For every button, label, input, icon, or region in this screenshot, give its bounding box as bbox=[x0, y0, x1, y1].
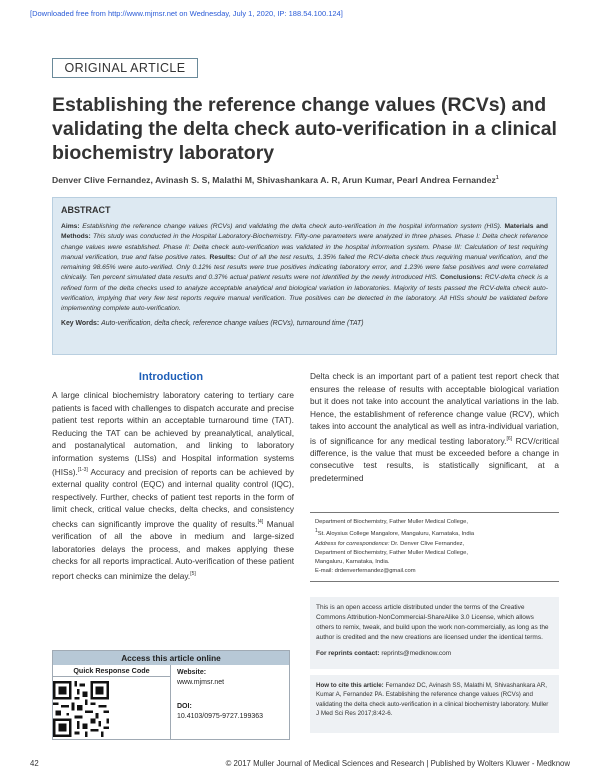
correspondence-name: Dr. Denver Clive Fernandez, bbox=[389, 540, 465, 547]
keywords-line bbox=[61, 320, 548, 327]
intro-text-1b: Accuracy and precision of reports can be achieved by external quality control (EQC) and internal quality control (IQC), respectively. Further, checks of patient test reports in the form of limit check, critical value checks, delta checks, and consistency checks can significantly improve the quality of results. bbox=[52, 466, 294, 529]
aims-text: Establishing the reference change values (RCVs) and validating the delta check auto-verification in the hospital information system (HIS). bbox=[82, 223, 502, 230]
qr-cell bbox=[53, 665, 171, 740]
citation-ref-5[interactable]: [5] bbox=[190, 570, 196, 577]
intro-text-2a: Delta check is an important part of a patient test report check that ensures the release of results with acceptable biological variation but it does not take into account the analytical variations in the lab. Hence, the establishment of reference change value (RCV), which takes into account the analytical as well as intra-individual variation, is of significance for any medical testing laboratory. bbox=[310, 371, 559, 446]
doi-link[interactable]: 10.4103/0975-9727.199363 bbox=[177, 713, 264, 720]
access-heading: Access this article online bbox=[53, 651, 289, 665]
citation-ref-1[interactable]: [1-3] bbox=[77, 467, 88, 473]
access-row bbox=[53, 665, 289, 740]
correspondence-label: Address for correspondence: bbox=[315, 540, 390, 547]
affiliation-college-text: St. Aloysius College Mangalore, Mangaluru, Karnataka, India bbox=[317, 531, 475, 538]
author-affiliation-mark: 1 bbox=[495, 175, 499, 182]
qr-code-icon[interactable] bbox=[53, 681, 109, 737]
introduction-heading: Introduction bbox=[138, 371, 204, 383]
citation-ref-4[interactable]: [4] bbox=[257, 518, 264, 525]
article-info-cell bbox=[171, 665, 289, 740]
license-text: This is an open access article distributed under the terms of the Creative Commons Attribution-NonCommercial-ShareAlike 3.0 License, which allows others to remix, tweak, and build upon the work non-commercially, as long as the author is credited and the new creations are licensed under the identical terms. bbox=[316, 604, 549, 641]
intro-text-1a: A large clinical biochemistry laboratory catering to tertiary care patients is faced with challenges to dispatch accurate and precise patient test reports within an acceptable turnaround time (TAT). Reducing the TAT can be achieved by preanalytical, analytical, and postanalytical automation, and linking to laboratory information systems (LISs) and Hospital information systems (HISs). bbox=[52, 390, 294, 477]
results-text: Out of all the test results, 1.35% failed the RCV-delta check thus requiring manual verification, and the remaining 98.65% were auto-verified. Only 0.12% test results were true positives indicating laboratory error, and 1.23% were false positives and were correlated clinically. Ten percent simulated data results and 0.37% actual patient results were not identified by the newly introduced HIS. bbox=[61, 253, 549, 282]
intro-text-1c: Manual verification of all the above in medium and large-sized laboratories delays the process, and makes applying these checks for all reports impractical. Auto-verification of these patient report checks can minimize the delay. bbox=[52, 518, 294, 581]
author-list bbox=[52, 175, 572, 185]
aims-label: Aims: bbox=[61, 223, 80, 230]
copyright-line: © 2017 Muller Journal of Medical Sciences and Research | Published by Wolters Kluwer - Medknow bbox=[225, 759, 570, 768]
reprints-line bbox=[316, 649, 553, 659]
citation-box bbox=[310, 675, 559, 733]
license-box bbox=[310, 597, 559, 669]
cite-text: Fernandez DC, Avinash SS, Malathi M, Shivashankara AR, Kumar A, Fernandez PA. Establishing the reference change values (RCVs) and validating the delta check auto-verification in a clinical biochemistry laboratory. Muller J Med Sci Res 2017;8:42-6. bbox=[316, 682, 549, 717]
methods-text: This study was conducted in the Hospital Laboratory-Biochemistry. Fifty-one parameters were analyzed in three phases. Phase I: Delta check reference change values were established. Phase II: Delta check auto-verification was validated in the hospital information system. Phase III: Calculation of test requiring manual verification, true and false positive rates. bbox=[61, 233, 549, 261]
conclusions-text: RCV-delta check is a refined form of the delta checks used to analyze acceptable analytical and biological variation in laboratories. Majority of tests passed the RCV-delta check auto-verification, implying that very few test reports require manual verification. True positives can be detected in the laboratory. All HISs should be validated before implementing complete auto-verification. bbox=[61, 274, 548, 313]
citation-ref-6[interactable]: [6] bbox=[506, 435, 513, 442]
page-number: 42 bbox=[30, 759, 39, 768]
correspondence-email[interactable]: E-mail: drdenverfernandez@gmail.com bbox=[315, 568, 416, 575]
website-link[interactable]: www.mjmsr.net bbox=[177, 679, 225, 686]
doi-label: DOI: bbox=[177, 703, 192, 710]
website-label: Website: bbox=[177, 669, 207, 676]
keywords-text: Auto-verification, delta check, reference change values (RCVs), turnaround time (TAT) bbox=[101, 319, 364, 327]
qr-label: Quick Response Code bbox=[53, 665, 170, 677]
intro-paragraph-1 bbox=[52, 389, 294, 582]
correspondence-dept: Department of Biochemistry, Father Muller Medical College, bbox=[315, 549, 468, 556]
article-type-label: ORIGINAL ARTICLE bbox=[52, 58, 198, 78]
reprints-label: For reprints contact: bbox=[316, 650, 380, 657]
correspondence-city: Mangaluru, Karnataka, India. bbox=[315, 559, 390, 566]
results-label: Results: bbox=[209, 253, 236, 261]
affiliation-college bbox=[315, 527, 554, 539]
affiliation-box bbox=[310, 512, 559, 582]
authors-text: Denver Clive Fernandez, Avinash S. S, Malathi M, Shivashankara A. R, Arun Kumar, Pearl Andrea Fernandez bbox=[52, 175, 496, 185]
affiliation-mark: 1 bbox=[315, 528, 318, 535]
download-notice[interactable]: [Downloaded free from http://www.mjmsr.net on Wednesday, July 1, 2020, IP: 188.54.100.124] bbox=[30, 9, 343, 18]
spacer bbox=[177, 688, 283, 702]
abstract-heading: ABSTRACT bbox=[61, 205, 111, 215]
correspondence-line bbox=[315, 540, 554, 549]
abstract-body bbox=[61, 222, 548, 315]
conclusions-label: Conclusions: bbox=[440, 274, 483, 282]
intro-paragraph-2 bbox=[310, 370, 559, 484]
reprints-email[interactable]: reprints@medknow.com bbox=[379, 650, 452, 657]
article-title: Establishing the reference change values (RCVs) and validating the delta check auto-verification in a clinical biochemistry laboratory bbox=[52, 94, 557, 164]
affiliation-dept: Department of Biochemistry, Father Muller Medical College, bbox=[315, 519, 468, 525]
methods-label: Materials and Methods: bbox=[61, 223, 549, 241]
access-online-box bbox=[52, 650, 290, 740]
abstract-box bbox=[52, 197, 557, 355]
cite-label: How to cite this article: bbox=[316, 682, 384, 689]
intro-text-2b: RCV/critical difference, is the value that must be exceeded before a change in consecutive test results, is statistically significant, at a predetermined bbox=[310, 435, 560, 483]
keywords-label: Key Words: bbox=[61, 319, 100, 327]
